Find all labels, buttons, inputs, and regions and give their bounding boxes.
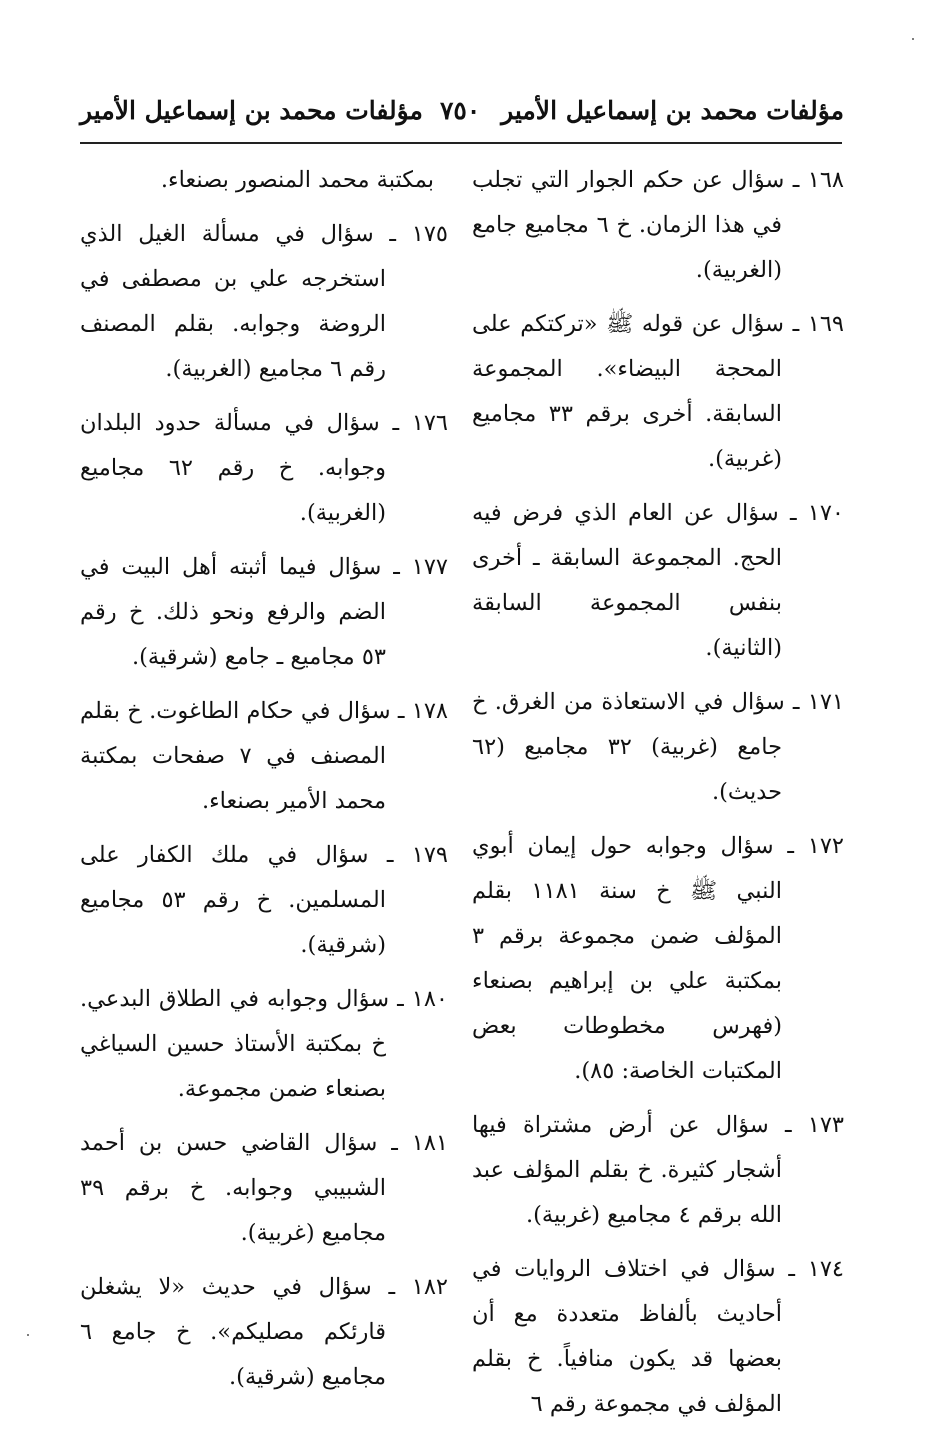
list-item: ١٧٢ ـ سؤال وجوابه حول إيمان أبوي النبي ﷺ خ سنة ١١٨١ بقلم المؤلف ضمن مجموعة برقم ٣ بمكتبة علي بن إبراهيم بصنعاء (فهرس مخطوطات بعض المكتبات الخاصة: ٨٥). [472, 833, 845, 1084]
entry-text: سؤال في مسألة حدود البلدان وجوابه. خ رقم ٦٢ مجاميع (الغربية). [80, 410, 387, 526]
list-item: ١٧٠ ـ سؤال عن العام الذي فرض فيه الحج. المجموعة السابقة ـ أخرى بنفس المجموعة السابقة (الثانية). [472, 500, 844, 661]
entry-number: ١٧٤ [807, 1256, 844, 1282]
scan-speck [27, 1334, 29, 1336]
entry-number: ١٧٧ [411, 554, 448, 580]
entry-text: سؤال في مسألة الغيل الذي استخرجه علي بن مصطفى في الروضة وجوابه. بقلم المصنف رقم ٦ مجاميع (الغربية). [80, 221, 386, 382]
entry-text: سؤال في حكام الطاغوت. خ بقلم المصنف في ٧ صفحات بمكتبة محمد الأمير بصنعاء. [80, 698, 391, 814]
entry-text: سؤال في ملك الكفار على المسلمين. خ رقم ٥٣ مجاميع (شرقية). [80, 842, 386, 958]
entry-text: سؤال عن قوله ﷺ «تركتكم على المحجة البيضاء». المجموعة السابقة. أخرى برقم ٣٣ مجاميع (غربية). [472, 311, 784, 472]
entry-number: ١٨٠ [411, 986, 448, 1012]
entry-text: سؤال في حديث «لا يشغلن قارئكم مصليكم». خ جامع ٦ مجاميع (شرقية). [80, 1274, 386, 1390]
entry-number: ١٧٩ [411, 842, 448, 868]
entry-text: سؤال في الاستعاذة من الغرق. خ جامع (غربية) ٣٢ مجاميع (٦٢ حديث). [472, 689, 785, 805]
list-item: ١٦٨ ـ سؤال عن حكم الجوار التي تجلب في هذا الزمان. خ ٦ مجاميع جامع (الغربية). [472, 167, 844, 283]
entry-number: ١٧٨ [411, 698, 448, 724]
entry-number: ١٦٨ [807, 167, 844, 193]
entry-text: سؤال عن حكم الجوار التي تجلب في هذا الزمان. خ ٦ مجاميع جامع (الغربية). [472, 167, 785, 283]
entry-text: سؤال في اختلاف الروايات في أحاديث بألفاظ متعددة مع أن بعضها قد يكون منافياً. خ بقلم المؤلف في مجموعة رقم ٦ [472, 1256, 782, 1417]
entry-text: سؤال فيما أثبته أهل البيت في الضم والرفع ونحو ذلك. خ رقم ٥٣ مجاميع ـ جامع (شرقية). [80, 554, 386, 670]
list-item: ١٧٣ ـ سؤال عن أرض مشتراة فيها أشجار كثيرة. خ بقلم المؤلف عبد الله برقم ٤ مجاميع (غربية). [472, 1112, 844, 1228]
list-item: ١٨٠ ـ سؤال وجوابه في الطلاق البدعي. خ بمكتبة الأستاذ حسين السياغي بصنعاء ضمن مجموعة. [80, 986, 448, 1102]
continuation-text: بمكتبة محمد المنصور بصنعاء. [160, 167, 434, 193]
list-item: ١٦٩ ـ سؤال عن قوله ﷺ «تركتكم على المحجة البيضاء». المجموعة السابقة. أخرى برقم ٣٣ مجاميع (غربية). [472, 311, 844, 472]
list-item: ١٨١ ـ سؤال القاضي حسن بن أحمد الشبيبي وجوابه. خ برقم ٣٩ مجاميع (غربية). [80, 1130, 448, 1246]
list-item: ١٧١ ـ سؤال في الاستعاذة من الغرق. خ جامع (غربية) ٣٢ مجاميع (٦٢ حديث). [472, 689, 844, 805]
entry-text: سؤال عن العام الذي فرض فيه الحج. المجموعة السابقة ـ أخرى بنفس المجموعة السابقة (الثانية). [472, 500, 782, 661]
entry-text: سؤال وجوابه حول إيمان أبوي النبي ﷺ خ سنة ١١٨١ بقلم المؤلف ضمن مجموعة برقم ٣ بمكتبة علي بن إبراهيم بصنعاء (فهرس مخطوطات بعض المكتبات الخاصة: ٨٥). [472, 833, 782, 1084]
running-title-right: مؤلفات محمد بن إسماعيل الأمير [501, 96, 844, 125]
scan-speck [912, 38, 914, 40]
list-item: ١٧٥ ـ سؤال في مسألة الغيل الذي استخرجه علي بن مصطفى في الروضة وجوابه. بقلم المصنف رقم ٦ مجاميع (الغربية). [80, 221, 448, 382]
entry-number: ١٧٥ [411, 221, 448, 247]
entry-number: ١٧٣ [807, 1112, 844, 1138]
entry-text: سؤال عن أرض مشتراة فيها أشجار كثيرة. خ بقلم المؤلف عبد الله برقم ٤ مجاميع (غربية). [472, 1112, 782, 1228]
list-item: ١٧٩ ـ سؤال في ملك الكفار على المسلمين. خ رقم ٥٣ مجاميع (شرقية). [80, 842, 448, 958]
entry-text: سؤال وجوابه في الطلاق البدعي. خ بمكتبة الأستاذ حسين السياغي بصنعاء ضمن مجموعة. [80, 986, 390, 1102]
entry-text: سؤال القاضي حسن بن أحمد الشبيبي وجوابه. خ برقم ٣٩ مجاميع (غربية). [80, 1130, 386, 1246]
page-header [0, 0, 944, 150]
list-item: ١٧٧ ـ سؤال فيما أثبته أهل البيت في الضم والرفع ونحو ذلك. خ رقم ٥٣ مجاميع ـ جامع (شرقية). [80, 554, 448, 670]
right-column [472, 158, 844, 1436]
page-number: ٧٥٠ [440, 96, 481, 125]
entry-number: ١٦٩ [807, 311, 844, 337]
entry-number: ١٨٢ [411, 1274, 448, 1300]
list-item: ١٧٤ ـ سؤال في اختلاف الروايات في أحاديث بألفاظ متعددة مع أن بعضها قد يكون منافياً. خ بقلم المؤلف في مجموعة رقم ٦ [472, 1256, 844, 1417]
header-rule [80, 142, 842, 144]
list-item: ١٧٦ ـ سؤال في مسألة حدود البلدان وجوابه. خ رقم ٦٢ مجاميع (الغربية). [80, 410, 448, 526]
entry-number: ١٧٠ [807, 500, 844, 526]
entry-number: ١٨١ [411, 1130, 448, 1156]
entry-number: ١٧٢ [807, 833, 845, 859]
entry-number: ١٧٦ [411, 410, 448, 436]
left-column [80, 158, 448, 1409]
list-item: ١٧٨ ـ سؤال في حكام الطاغوت. خ بقلم المصنف في ٧ صفحات بمكتبة محمد الأمير بصنعاء. [80, 698, 448, 814]
entry-number: ١٧١ [807, 689, 844, 715]
list-item: ١٨٢ ـ سؤال في حديث «لا يشغلن قارئكم مصليكم». خ جامع ٦ مجاميع (شرقية). [80, 1274, 448, 1390]
running-title-left: مؤلفات محمد بن إسماعيل الأمير [80, 96, 423, 125]
